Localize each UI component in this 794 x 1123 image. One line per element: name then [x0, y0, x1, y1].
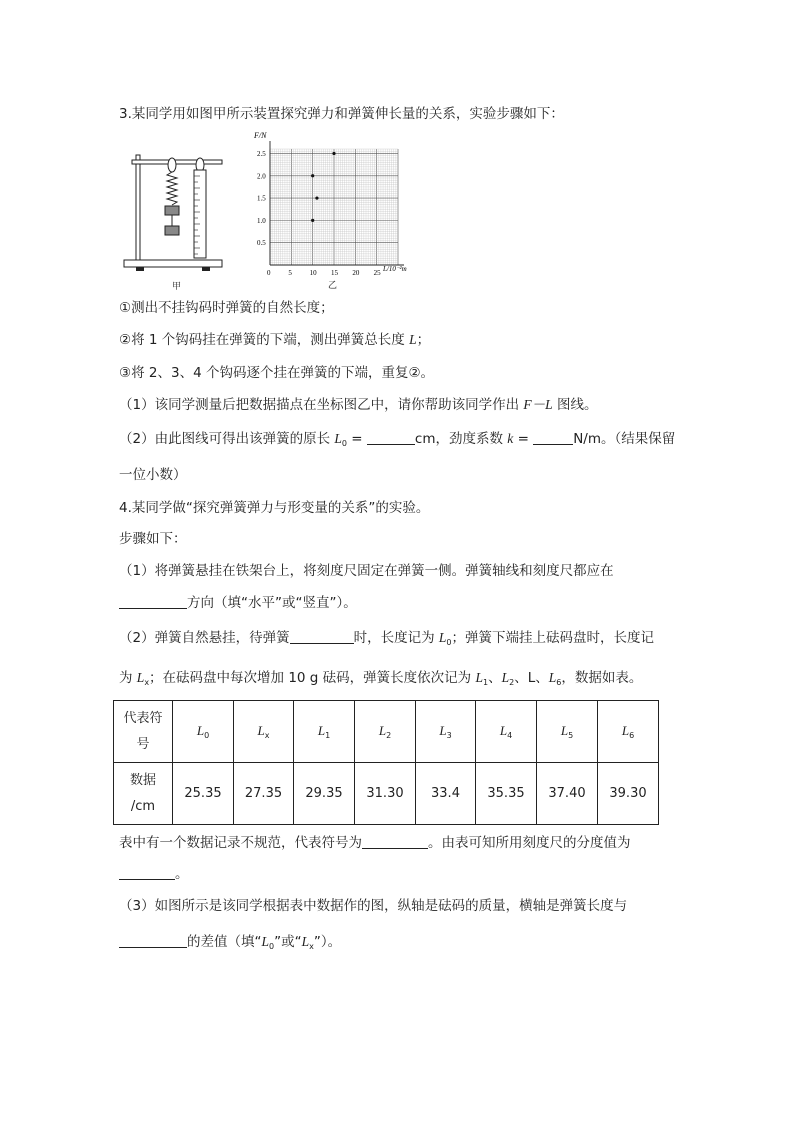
- x-tick-label: 15: [331, 269, 338, 277]
- x-tick-label: 10: [309, 269, 317, 277]
- table-cell-symbol: $L_1$: [294, 701, 355, 763]
- q4-after-table-b: 。: [119, 864, 189, 884]
- table-cell-symbol: $L_6$: [598, 701, 659, 763]
- table-cell-symbol: $L_0$: [173, 701, 234, 763]
- q4-after-table-a: 表中有一个数据记录不规范，代表符号为 。由表可知所用刻度尺的分度值为: [119, 835, 631, 851]
- table-cell-value: 25.35: [173, 763, 234, 825]
- table-cell-value: 37.40: [537, 763, 598, 825]
- table-cell-symbol: $L_x$: [234, 701, 294, 763]
- graph-grid: [270, 149, 398, 265]
- table-header-symbol: 代表符 号: [114, 701, 173, 763]
- table-cell-value: 39.30: [598, 763, 659, 825]
- table-header-data: 数据 /cm: [114, 763, 173, 825]
- answer-blank-symbol[interactable]: [362, 834, 428, 849]
- x-tick-label: 0: [267, 269, 271, 277]
- table-cell-symbol: $L_2$: [355, 701, 416, 763]
- answer-blank-state[interactable]: [290, 629, 354, 644]
- q3-step1: ①测出不挂钩码时弹簧的自然长度；: [119, 300, 334, 316]
- q3-part2: （2）由此图线可得出该弹簧的原长 $L_0$ = cm，劲度系数 k = N/m。（结果保留: [119, 431, 676, 448]
- table-cell-value: 29.35: [294, 763, 355, 825]
- q4-part3-a: （3）如图所示是该同学根据表中数据作的图，纵轴是砝码的质量，横轴是弹簧长度与: [119, 898, 628, 914]
- x-tick-label: 25: [373, 269, 381, 277]
- y-tick-label: 1.5: [257, 194, 266, 203]
- data-table: [113, 700, 659, 825]
- q3-part2-cont: 一位小数）: [119, 467, 187, 483]
- q4-part2-b: 为 $L_x$；在砝码盘中每次增加 10 g 砝码，弹簧长度依次记为 $L_1$、$L_2$、L、$L_6$，数据如表。: [119, 670, 643, 687]
- q4-part1-a: （1）将弹簧悬挂在铁架台上，将刻度尺固定在弹簧一侧。弹簧轴线和刻度尺都应在: [119, 563, 614, 579]
- q4-intro: 4.某同学做“探究弹簧弹力与形变量的关系”的实验。: [119, 500, 430, 516]
- q3-step2: ②将 1 个钩码挂在弹簧的下端，测出弹簧总长度 L；: [119, 332, 431, 348]
- table-cell-symbol: $L_3$: [416, 701, 476, 763]
- y-axis-label: F/N: [254, 131, 267, 140]
- fig-caption-jia: 甲: [172, 282, 182, 292]
- fig-caption-yi: 乙: [328, 281, 338, 291]
- y-tick-label: 2.0: [257, 172, 266, 181]
- f-l-graph: [250, 130, 420, 288]
- spring-apparatus-figure: [122, 150, 226, 275]
- table-cell-value: 35.35: [476, 763, 537, 825]
- answer-blank-direction[interactable]: [119, 594, 187, 609]
- answer-blank-l0[interactable]: [367, 430, 415, 445]
- table-cell-symbol: $L_4$: [476, 701, 537, 763]
- q3-step3: ③将 2、3、4 个钩码逐个挂在弹簧的下端，重复②。: [119, 365, 435, 381]
- table-row-symbols: [114, 701, 659, 763]
- y-tick-label: 2.5: [257, 149, 266, 158]
- graph-axes: [270, 141, 404, 265]
- q4-part1-b: 方向（填“水平”或“竖直”）。: [119, 593, 357, 613]
- table-row-values: [114, 763, 659, 825]
- q4-steps-label: 步骤如下：: [119, 531, 187, 547]
- table-cell-symbol: $L_5$: [537, 701, 598, 763]
- data-point: [315, 196, 318, 199]
- data-point: [332, 152, 335, 155]
- x-axis-label: L/10⁻²m: [383, 265, 407, 273]
- table-cell-value: 31.30: [355, 763, 416, 825]
- q4-part2-a: （2）弹簧自然悬挂，待弹簧 时，长度记为 $L_0$；弹簧下端挂上砝码盘时，长度记: [119, 630, 654, 647]
- q3-intro: 3.某同学用如图甲所示装置探究弹力和弹簧伸长量的关系，实验步骤如下：: [119, 106, 564, 122]
- data-point: [311, 219, 314, 222]
- y-tick-label: 0.5: [257, 239, 266, 248]
- q4-part3-b: 的差值（填“$L_0$”或“$L_x$”）。: [119, 932, 341, 957]
- answer-blank-k[interactable]: [533, 430, 573, 445]
- data-point: [311, 174, 314, 177]
- table-cell-value: 27.35: [234, 763, 294, 825]
- x-tick-label: 20: [352, 269, 360, 277]
- answer-blank-resolution[interactable]: [119, 865, 175, 880]
- answer-blank-difference[interactable]: [119, 933, 187, 948]
- y-tick-label: 1.0: [257, 216, 266, 225]
- table-cell-value: 33.4: [416, 763, 476, 825]
- q3-part1: （1）该同学测量后把数据描点在坐标图乙中，请你帮助该同学作出 F－L 图线。: [119, 397, 598, 413]
- x-tick-label: 5: [288, 269, 292, 277]
